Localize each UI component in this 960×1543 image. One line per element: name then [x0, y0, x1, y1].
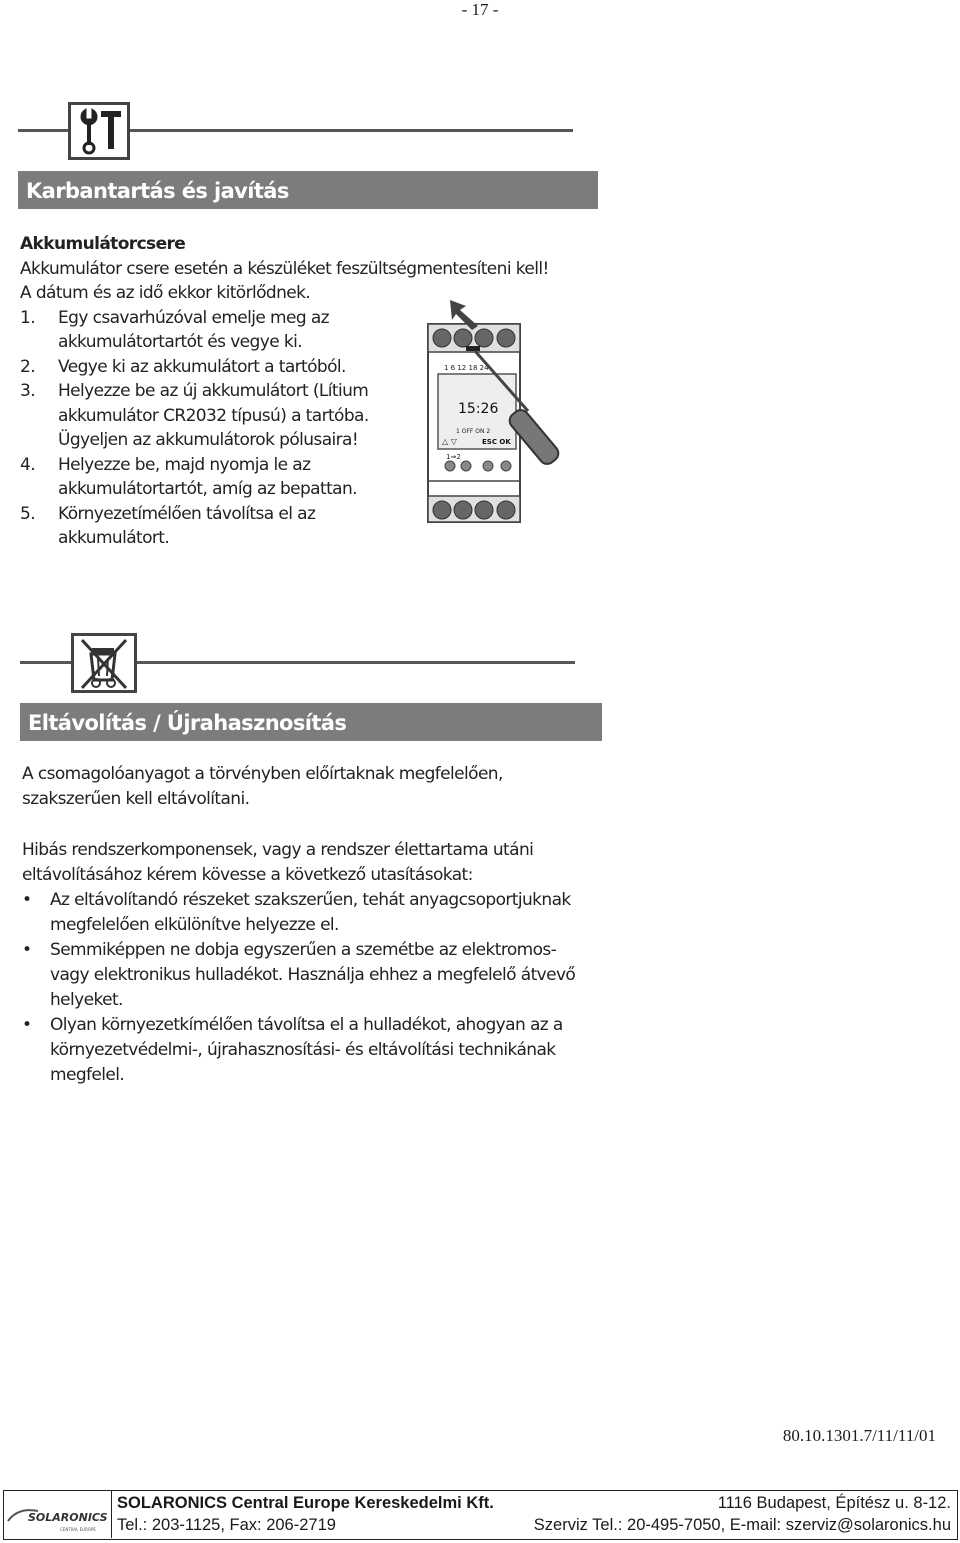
device-channel: 1⇒2: [446, 453, 461, 461]
device-top-labels: 1 6 12 18 24: [444, 364, 489, 372]
paragraph-line: szakszerűen kell eltávolítani.: [22, 789, 250, 809]
wrench-screwdriver-icon: [71, 105, 127, 157]
disposal-instructions: [22, 838, 575, 1088]
company-name: SOLARONICS Central Europe Kereskedelmi Kft.: [117, 1494, 494, 1512]
disposal-title: Eltávolítás / Újrahasznosítás: [20, 703, 602, 741]
timer-device-illustration: [420, 296, 585, 536]
step-item: 3. Helyezze be az új akkumulátort (Lítium: [20, 381, 369, 401]
device-time: 15:26: [458, 401, 499, 417]
page-number: - 17 -: [461, 0, 499, 19]
company-logo: [4, 1491, 112, 1538]
crossed-bin-icon: [74, 636, 134, 690]
maintenance-icon-box: [68, 102, 130, 160]
step-line: Ügyeljen az akkumulátorok pólusaira!: [58, 430, 359, 450]
intro-line: A dátum és az idő ekkor kitörlődnek.: [20, 283, 311, 303]
device-row1: 1 OFF ON 2: [456, 428, 491, 435]
service-contact: Szerviz Tel.: 20-495-7050, E-mail: szerviz@solaronics.hu: [533, 1516, 951, 1534]
company-address: 1116 Budapest, Építész u. 8-12.: [717, 1494, 951, 1512]
paragraph-line: Hibás rendszerkomponensek, vagy a rendszer élettartama utáni: [22, 840, 534, 860]
bullet-line: vagy elektronikus hulladékot. Használja ehhez a megfelelő átvevő: [50, 965, 576, 985]
device-row2: ESC OK: [482, 438, 511, 446]
step-item: 5. Környezetímélően távolítsa el az: [20, 503, 316, 524]
step-line: akkumulátortartót és vegye ki.: [58, 332, 303, 352]
footer: [3, 1490, 958, 1540]
maintenance-subtitle: Akkumulátorcsere: [20, 234, 186, 254]
step-line: akkumulátort.: [58, 528, 170, 548]
step-item: 1. Egy csavarhúzóval emelje meg az: [20, 307, 330, 328]
svg-text:CENTRAL EUROPE: CENTRAL EUROPE: [60, 1527, 96, 1532]
bullet-item: • Az eltávolítandó részeket szakszerűen, tehát anyagcsoportjuknak: [22, 890, 571, 910]
step-line: akkumulátortartót, amíg az bepattan.: [58, 479, 357, 499]
bullet-line: helyeket.: [50, 990, 123, 1010]
step-line: akkumulátor CR2032 típusú) a tartóba.: [58, 405, 369, 426]
company-phone: Tel.: 203-1125, Fax: 206-2719: [117, 1516, 336, 1534]
svg-text:SOLARONICS: SOLARONICS: [28, 1511, 108, 1524]
step-item: 2. Vegye ki az akkumulátort a tartóból.: [20, 356, 346, 377]
disposal-icon-box: [71, 633, 137, 693]
paragraph-line: eltávolításához kérem kövesse a következő utasításokat:: [22, 865, 473, 885]
disposal-text: [22, 762, 503, 812]
bullet-line: környezetvédelmi-, újrahasznosítási- és eltávolítási technikának: [50, 1040, 556, 1060]
document-number: 80.10.1301.7/11/11/01: [782, 1426, 936, 1445]
paragraph-line: A csomagolóanyagot a törvényben előírtaknak megfelelően,: [22, 764, 503, 784]
bullet-line: megfelelően elkülönítve helyezze el.: [50, 915, 339, 935]
maintenance-title: Karbantartás és javítás: [18, 171, 598, 209]
bullet-line: megfelel.: [50, 1065, 125, 1085]
intro-line: Akkumulátor csere esetén a készüléket feszültségmentesíteni kell!: [20, 258, 549, 279]
bullet-item: • Olyan környezetkímélően távolítsa el a hulladékot, ahogyan az a: [22, 1015, 563, 1035]
device-arrows: △ ▽: [442, 437, 457, 446]
step-item: 4. Helyezze be, majd nyomja le az: [20, 454, 311, 475]
bullet-item: • Semmiképpen ne dobja egyszerűen a szemétbe az elektromos-: [22, 940, 557, 960]
